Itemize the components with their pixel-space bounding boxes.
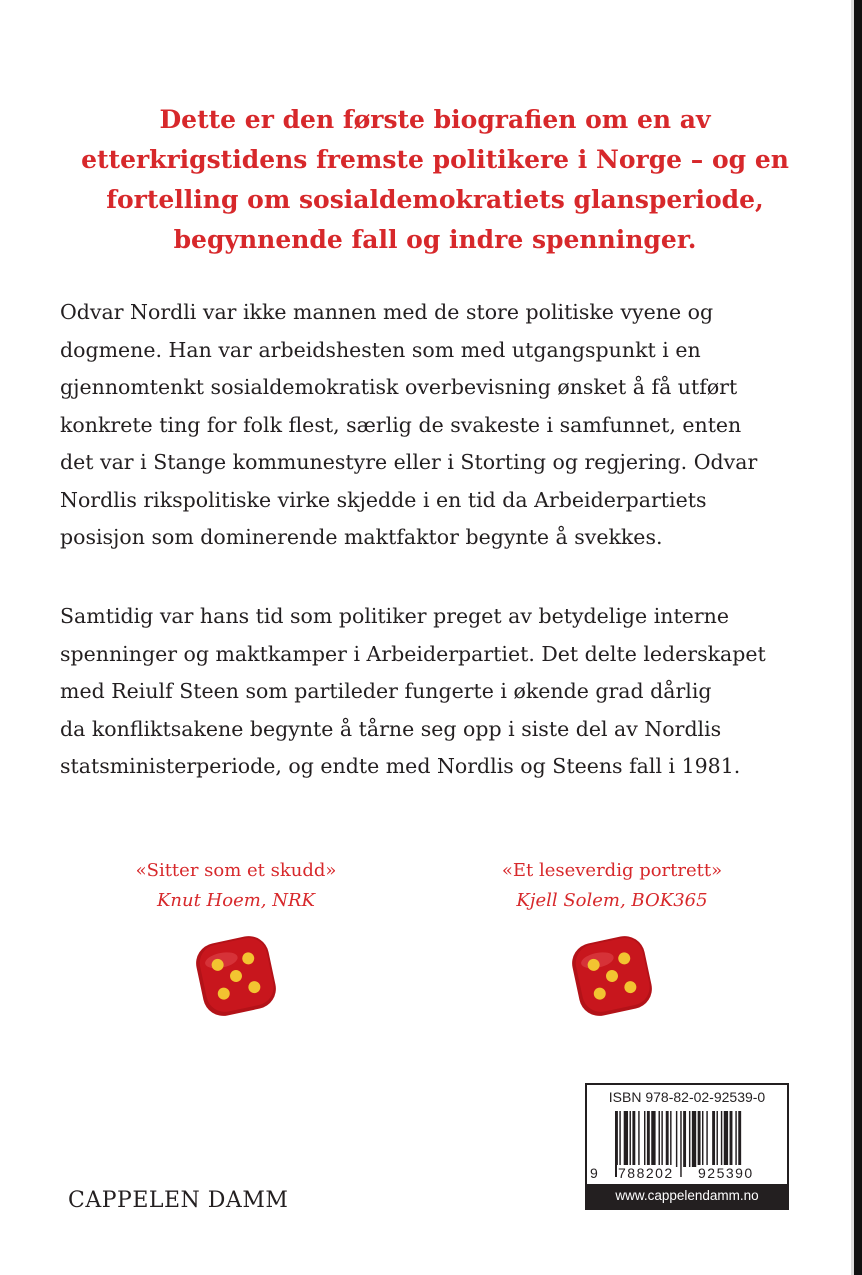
barcode-bar [638, 1111, 639, 1167]
spine-edge [854, 0, 862, 1275]
barcode-bar [651, 1111, 655, 1167]
barcode-bar [724, 1111, 728, 1167]
isbn-first-digit: 9 [590, 1165, 598, 1181]
isbn-label: ISBN 978-82-02-92539-0 [608, 1089, 766, 1105]
tagline-line: begynnende fall og indre spenninger. [173, 225, 697, 254]
paragraph-line: da konfliktsakene begynte å tårne seg opp i siste del av Nordlis [60, 716, 722, 741]
review-quote: «Sitter som et skudd» [135, 860, 337, 881]
barcode-bar [712, 1111, 715, 1167]
paragraph-line: Nordlis rikspolitiske virke skjedde i en tid da Arbeiderpartiets [60, 487, 707, 512]
publisher-logo: CAPPELEN DAMM [68, 1188, 289, 1213]
review-source: Kjell Solem, BOK365 [516, 890, 708, 911]
review-quote: «Et leseverdig portrett» [501, 860, 723, 881]
barcode-bar [730, 1111, 733, 1167]
paragraph-line: statsministerperiode, og endte med Nordlis og Steens fall i 1981. [60, 754, 741, 778]
barcode-bar [692, 1111, 696, 1167]
isbn-right-group: 925390 [698, 1165, 754, 1181]
barcode-bar [659, 1111, 660, 1167]
barcode-bar [630, 1111, 631, 1167]
barcode-bar [670, 1111, 671, 1167]
tagline-line: etterkrigstidens fremste politikere i Norge – og en [81, 145, 789, 174]
barcode-bar [683, 1111, 686, 1167]
paragraph-line: Odvar Nordli var ikke mannen med de store politiske vyene og [60, 300, 714, 324]
paragraph-line: Samtidig var hans tid som politiker preget av betydelige interne [60, 604, 729, 628]
barcode-bar [644, 1111, 645, 1167]
barcode-bar [702, 1111, 703, 1167]
paragraph-line: konkrete ting for folk flest, særlig de svakeste i samfunnet, enten [60, 412, 742, 437]
barcode-bar [666, 1111, 669, 1167]
dice-icon [190, 930, 282, 1022]
barcode [585, 1083, 789, 1210]
barcode-bar [680, 1111, 681, 1177]
barcode-bar [735, 1111, 736, 1167]
dice-icon [566, 930, 658, 1022]
body-paragraph-2 [60, 598, 800, 786]
barcode-bar [624, 1111, 628, 1167]
publisher-url: www.cappelendamm.no [587, 1184, 787, 1208]
paragraph-line: med Reiulf Steen som partileder fungerte i økende grad dårlig [60, 679, 712, 703]
barcode-bar [698, 1111, 701, 1167]
barcode-bar [647, 1111, 650, 1167]
barcode-bar [676, 1111, 677, 1167]
barcode-bar [689, 1111, 690, 1167]
barcode-bar [661, 1111, 662, 1167]
paragraph-line: det var i Stange kommunestyre eller i Storting og regjering. Odvar [60, 450, 758, 474]
barcode-bar [706, 1111, 707, 1167]
review-1 [86, 856, 386, 916]
tagline [60, 100, 810, 260]
paragraph-line: dogmene. Han var arbeidshesten som med utgangspunkt i en [60, 337, 701, 362]
barcode-bar [632, 1111, 635, 1167]
tagline-line: fortelling om sosialdemokratiets glansperiode, [106, 185, 764, 214]
review-2 [462, 856, 762, 916]
paragraph-line: gjennomtenkt sosialdemokratisk overbevisning ønsket å få utført [60, 375, 738, 399]
body-paragraph-1 [60, 294, 800, 557]
tagline-line: Dette er den første biografien om en av [159, 105, 711, 134]
paragraph-line: posisjon som dominerende maktfaktor begynte å svekkes. [60, 525, 663, 549]
barcode-bar [717, 1111, 718, 1167]
isbn-left-group: 788202 [618, 1165, 674, 1181]
paragraph-line: spenninger og maktkamper i Arbeiderpartiet. Det delte lederskapet [60, 641, 766, 666]
barcode-bar [721, 1111, 722, 1167]
review-source: Knut Hoem, NRK [156, 890, 316, 911]
